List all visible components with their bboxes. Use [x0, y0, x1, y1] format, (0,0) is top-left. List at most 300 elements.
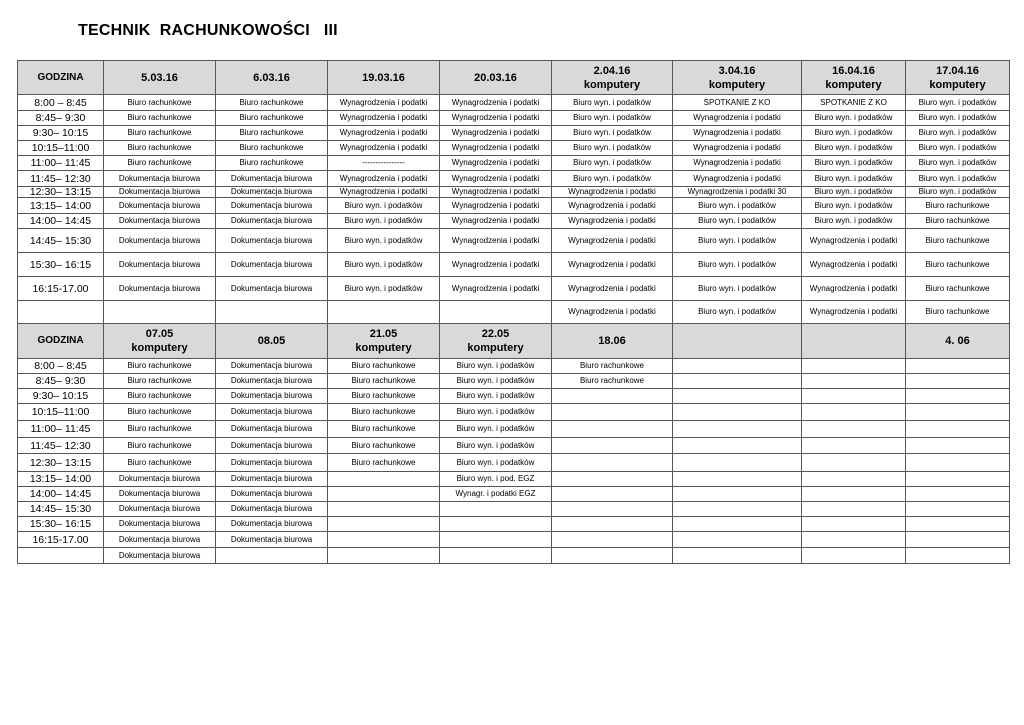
header-label: 2.04.16	[593, 64, 631, 77]
subject-cell	[673, 517, 802, 532]
subject-cell	[802, 502, 906, 517]
subject-cell: Wynagrodzenia i podatki	[440, 187, 552, 198]
subject-cell	[673, 487, 802, 502]
subject-cell	[328, 487, 440, 502]
table-row	[18, 548, 1010, 564]
subject-cell: Biuro wyn. i podatków	[802, 187, 906, 198]
table-row	[18, 421, 1010, 438]
subject-cell: Biuro rachunkowe	[906, 301, 1010, 324]
header-sublabel: komputery	[583, 78, 641, 91]
header-label: GODZINA	[37, 71, 84, 83]
subject-cell: Dokumentacja biurowa	[216, 359, 328, 374]
subject-cell	[673, 502, 802, 517]
subject-cell	[216, 301, 328, 324]
subject-cell	[552, 532, 673, 548]
header-label: 3.04.16	[718, 64, 756, 77]
subject-cell: Wynagrodzenia i podatki	[673, 111, 802, 126]
table-row	[18, 374, 1010, 389]
header-date	[802, 324, 906, 359]
subject-cell: Dokumentacja biurowa	[104, 502, 216, 517]
header-row	[18, 61, 1010, 95]
subject-cell: Biuro wyn. i podatków	[802, 171, 906, 187]
subject-cell: Biuro rachunkowe	[906, 214, 1010, 229]
subject-cell	[673, 404, 802, 421]
subject-cell: Wynagrodzenia i podatki	[673, 141, 802, 156]
subject-cell	[906, 472, 1010, 487]
table-row	[18, 214, 1010, 229]
time-cell: 15:30– 16:15	[18, 253, 104, 277]
subject-cell: Biuro rachunkowe	[104, 141, 216, 156]
header-date	[552, 324, 673, 359]
subject-cell: Biuro wyn. i podatków	[328, 198, 440, 214]
subject-cell	[328, 301, 440, 324]
subject-cell: Biuro wyn. i podatków	[906, 171, 1010, 187]
subject-cell: Dokumentacja biurowa	[104, 532, 216, 548]
subject-cell	[673, 374, 802, 389]
subject-cell: Biuro wyn. i podatków	[906, 95, 1010, 111]
header-date	[104, 61, 216, 95]
subject-cell: Biuro rachunkowe	[104, 404, 216, 421]
subject-cell: Biuro rachunkowe	[104, 389, 216, 404]
subject-cell: Dokumentacja biurowa	[216, 517, 328, 532]
header-label: 20.03.16	[474, 71, 517, 84]
subject-cell: Dokumentacja biurowa	[104, 253, 216, 277]
subject-cell: Wynagrodzenia i podatki	[552, 214, 673, 229]
subject-cell: Biuro rachunkowe	[216, 111, 328, 126]
subject-cell: Biuro wyn. i podatków	[906, 111, 1010, 126]
subject-cell: Dokumentacja biurowa	[216, 438, 328, 454]
header-sublabel: komputery	[929, 78, 986, 91]
subject-cell	[673, 389, 802, 404]
subject-cell	[802, 548, 906, 564]
table-row	[18, 141, 1010, 156]
subject-cell: Wynagrodzenia i podatki	[673, 126, 802, 141]
subject-cell: Dokumentacja biurowa	[104, 472, 216, 487]
subject-cell: Biuro wyn. i podatków	[552, 171, 673, 187]
table-row	[18, 404, 1010, 421]
subject-cell: Wynagrodzenia i podatki 30	[673, 187, 802, 198]
time-cell: 15:30– 16:15	[18, 517, 104, 532]
subject-cell: Biuro rachunkowe	[328, 389, 440, 404]
subject-cell: Biuro wyn. i podatków	[440, 374, 552, 389]
subject-cell: Biuro rachunkowe	[328, 454, 440, 472]
time-cell	[18, 548, 104, 564]
header-godzina	[18, 61, 104, 95]
subject-cell	[328, 548, 440, 564]
subject-cell: Biuro wyn. i podatków	[906, 156, 1010, 171]
table-row	[18, 454, 1010, 472]
subject-cell: Biuro wyn. i podatków	[673, 198, 802, 214]
time-cell: 14:00– 14:45	[18, 487, 104, 502]
subject-cell: Biuro rachunkowe	[328, 438, 440, 454]
header-label: GODZINA	[37, 335, 84, 346]
subject-cell: Dokumentacja biurowa	[216, 502, 328, 517]
subject-cell: Wynagrodzenia i podatki	[328, 187, 440, 198]
subject-cell	[802, 374, 906, 389]
subject-cell	[906, 374, 1010, 389]
header-date	[802, 61, 906, 95]
subject-cell: Biuro wyn. i podatków	[802, 156, 906, 171]
subject-cell: Dokumentacja biurowa	[104, 229, 216, 253]
subject-cell: Biuro rachunkowe	[328, 404, 440, 421]
time-cell: 8:45– 9:30	[18, 374, 104, 389]
subject-cell: Wynagrodzenia i podatki	[440, 198, 552, 214]
time-cell: 9:30– 10:15	[18, 126, 104, 141]
subject-cell: Biuro rachunkowe	[104, 111, 216, 126]
subject-cell	[802, 389, 906, 404]
table-row	[18, 111, 1010, 126]
subject-cell: Biuro wyn. i podatków	[906, 141, 1010, 156]
header-date	[906, 324, 1010, 359]
subject-cell: SPOTKANIE Z KO	[673, 95, 802, 111]
header-label: 17.04.16	[936, 64, 979, 77]
subject-cell	[552, 487, 673, 502]
subject-cell: Biuro rachunkowe	[906, 198, 1010, 214]
time-cell: 8:45– 9:30	[18, 111, 104, 126]
subject-cell: Wynagrodzenia i podatki	[552, 301, 673, 324]
subject-cell: Dokumentacja biurowa	[216, 532, 328, 548]
subject-cell	[440, 502, 552, 517]
subject-cell: Dokumentacja biurowa	[104, 487, 216, 502]
subject-cell	[440, 532, 552, 548]
header-godzina	[18, 324, 104, 359]
time-cell: 13:15– 14:00	[18, 472, 104, 487]
table-row	[18, 171, 1010, 187]
subject-cell: Wynagrodzenia i podatki	[328, 111, 440, 126]
table-row	[18, 389, 1010, 404]
subject-cell: Biuro rachunkowe	[906, 277, 1010, 301]
header-date	[216, 324, 328, 359]
subject-cell: Dokumentacja biurowa	[216, 472, 328, 487]
subject-cell	[906, 438, 1010, 454]
subject-cell: Wynagrodzenia i podatki	[328, 95, 440, 111]
subject-cell: Dokumentacja biurowa	[216, 187, 328, 198]
subject-cell: Biuro wyn. i podatków	[328, 253, 440, 277]
header-date	[906, 61, 1010, 95]
subject-cell	[328, 472, 440, 487]
subject-cell: Biuro wyn. i podatków	[673, 214, 802, 229]
subject-cell: Wynagrodzenia i podatki	[328, 171, 440, 187]
subject-cell: Biuro rachunkowe	[906, 253, 1010, 277]
header-label: 22.05	[481, 328, 510, 340]
subject-cell: Wynagrodzenia i podatki	[440, 171, 552, 187]
subject-cell: Biuro wyn. i pod. EGZ	[440, 472, 552, 487]
subject-cell: Wynagrodzenia i podatki	[802, 277, 906, 301]
subject-cell: Biuro rachunkowe	[104, 126, 216, 141]
subject-cell: Dokumentacja biurowa	[216, 374, 328, 389]
header-sublabel: komputery	[131, 342, 188, 354]
subject-cell: Wynagr. i podatki EGZ	[440, 487, 552, 502]
subject-cell	[802, 359, 906, 374]
subject-cell: Wynagrodzenia i podatki	[328, 126, 440, 141]
subject-cell: Biuro wyn. i podatków	[552, 156, 673, 171]
subject-cell	[216, 548, 328, 564]
subject-cell	[673, 472, 802, 487]
subject-cell: Wynagrodzenia i podatki	[552, 187, 673, 198]
subject-cell	[552, 517, 673, 532]
header-row	[18, 324, 1010, 359]
subject-cell: Dokumentacja biurowa	[216, 389, 328, 404]
schedule-table	[17, 60, 1010, 564]
subject-cell: Wynagrodzenia i podatki	[440, 126, 552, 141]
subject-cell: Wynagrodzenia i podatki	[440, 95, 552, 111]
subject-cell: Biuro wyn. i podatków	[673, 301, 802, 324]
subject-cell: Biuro wyn. i podatków	[673, 229, 802, 253]
table-row	[18, 95, 1010, 111]
subject-cell: Dokumentacja biurowa	[216, 253, 328, 277]
subject-cell	[906, 548, 1010, 564]
subject-cell	[552, 421, 673, 438]
subject-cell: Dokumentacja biurowa	[104, 187, 216, 198]
table-row	[18, 253, 1010, 277]
header-label: 18.06	[598, 335, 626, 347]
header-date	[216, 61, 328, 95]
subject-cell: Biuro wyn. i podatków	[440, 389, 552, 404]
subject-cell: Biuro wyn. i podatków	[552, 95, 673, 111]
subject-cell	[802, 454, 906, 472]
subject-cell	[802, 404, 906, 421]
subject-cell	[906, 532, 1010, 548]
time-cell: 12:30– 13:15	[18, 187, 104, 198]
subject-cell: Dokumentacja biurowa	[104, 171, 216, 187]
subject-cell	[552, 438, 673, 454]
header-sublabel: komputery	[708, 78, 766, 91]
subject-cell	[802, 532, 906, 548]
time-cell: 14:45– 15:30	[18, 229, 104, 253]
subject-cell: Wynagrodzenia i podatki	[673, 156, 802, 171]
subject-cell: Dokumentacja biurowa	[216, 198, 328, 214]
subject-cell: Dokumentacja biurowa	[104, 517, 216, 532]
subject-cell: Wynagrodzenia i podatki	[552, 198, 673, 214]
subject-cell	[673, 548, 802, 564]
header-label: 07.05	[145, 328, 174, 340]
subject-cell: Dokumentacja biurowa	[216, 404, 328, 421]
subject-cell: Dokumentacja biurowa	[216, 487, 328, 502]
subject-cell	[104, 301, 216, 324]
subject-cell: Biuro wyn. i podatków	[802, 111, 906, 126]
subject-cell: ----------------	[328, 156, 440, 171]
subject-cell	[906, 454, 1010, 472]
subject-cell	[328, 532, 440, 548]
subject-cell: Dokumentacja biurowa	[104, 214, 216, 229]
subject-cell: Biuro wyn. i podatków	[552, 126, 673, 141]
subject-cell: Biuro wyn. i podatków	[440, 421, 552, 438]
subject-cell: Wynagrodzenia i podatki	[440, 141, 552, 156]
subject-cell: Biuro wyn. i podatków	[440, 454, 552, 472]
subject-cell: Wynagrodzenia i podatki	[802, 301, 906, 324]
header-date	[552, 61, 673, 95]
subject-cell: Biuro rachunkowe	[552, 359, 673, 374]
table-row	[18, 198, 1010, 214]
subject-cell: Wynagrodzenia i podatki	[440, 277, 552, 301]
table-row	[18, 472, 1010, 487]
subject-cell: Dokumentacja biurowa	[216, 277, 328, 301]
subject-cell: Biuro rachunkowe	[104, 359, 216, 374]
subject-cell: Wynagrodzenia i podatki	[440, 111, 552, 126]
header-label: 6.03.16	[253, 71, 290, 84]
subject-cell: Biuro rachunkowe	[104, 374, 216, 389]
subject-cell: Biuro rachunkowe	[552, 374, 673, 389]
subject-cell	[673, 532, 802, 548]
subject-cell	[906, 421, 1010, 438]
subject-cell	[802, 472, 906, 487]
header-date	[440, 324, 552, 359]
subject-cell: Biuro rachunkowe	[216, 156, 328, 171]
subject-cell: Wynagrodzenia i podatki	[440, 253, 552, 277]
subject-cell	[802, 487, 906, 502]
subject-cell	[328, 502, 440, 517]
subject-cell	[906, 502, 1010, 517]
subject-cell	[906, 487, 1010, 502]
header-label: 19.03.16	[362, 71, 405, 84]
subject-cell: Biuro wyn. i podatków	[802, 198, 906, 214]
time-cell: 11:00– 11:45	[18, 156, 104, 171]
subject-cell: Biuro wyn. i podatków	[673, 277, 802, 301]
subject-cell: Biuro wyn. i podatków	[440, 359, 552, 374]
time-cell: 11:00– 11:45	[18, 421, 104, 438]
subject-cell	[552, 389, 673, 404]
header-sublabel: komputery	[467, 342, 524, 354]
table-row	[18, 126, 1010, 141]
time-cell: 13:15– 14:00	[18, 198, 104, 214]
time-cell: 11:45– 12:30	[18, 171, 104, 187]
subject-cell	[802, 517, 906, 532]
table-row	[18, 156, 1010, 171]
subject-cell: Biuro wyn. i podatków	[328, 214, 440, 229]
subject-cell	[906, 404, 1010, 421]
subject-cell: Biuro wyn. i podatków	[552, 111, 673, 126]
time-cell: 14:45– 15:30	[18, 502, 104, 517]
table-row	[18, 277, 1010, 301]
subject-cell	[673, 454, 802, 472]
subject-cell: Biuro rachunkowe	[216, 95, 328, 111]
table-row	[18, 301, 1010, 324]
header-label: 5.03.16	[141, 71, 178, 84]
subject-cell: Biuro rachunkowe	[328, 374, 440, 389]
subject-cell: Biuro wyn. i podatków	[440, 404, 552, 421]
subject-cell: Wynagrodzenia i podatki	[440, 156, 552, 171]
subject-cell	[906, 389, 1010, 404]
subject-cell: Dokumentacja biurowa	[216, 454, 328, 472]
time-cell: 8:00 – 8:45	[18, 95, 104, 111]
subject-cell	[906, 359, 1010, 374]
subject-cell	[673, 421, 802, 438]
header-label: 4. 06	[945, 335, 970, 347]
header-sublabel: komputery	[355, 342, 412, 354]
header-date	[673, 61, 802, 95]
subject-cell: Dokumentacja biurowa	[104, 548, 216, 564]
table-row	[18, 438, 1010, 454]
subject-cell: Dokumentacja biurowa	[216, 171, 328, 187]
subject-cell: Wynagrodzenia i podatki	[802, 253, 906, 277]
subject-cell: Wynagrodzenia i podatki	[328, 141, 440, 156]
subject-cell: Dokumentacja biurowa	[216, 214, 328, 229]
subject-cell: Biuro wyn. i podatków	[552, 141, 673, 156]
subject-cell: Dokumentacja biurowa	[216, 421, 328, 438]
time-cell: 16:15-17.00	[18, 277, 104, 301]
subject-cell: Biuro wyn. i podatków	[440, 438, 552, 454]
subject-cell: Biuro rachunkowe	[216, 141, 328, 156]
time-cell: 11:45– 12:30	[18, 438, 104, 454]
time-cell: 12:30– 13:15	[18, 454, 104, 472]
subject-cell: Biuro rachunkowe	[328, 359, 440, 374]
header-sublabel: komputery	[825, 78, 882, 91]
subject-cell: Biuro rachunkowe	[104, 421, 216, 438]
table-row	[18, 502, 1010, 517]
subject-cell	[328, 517, 440, 532]
subject-cell: Biuro rachunkowe	[104, 438, 216, 454]
subject-cell	[673, 438, 802, 454]
table-row	[18, 517, 1010, 532]
header-label: 16.04.16	[832, 64, 875, 77]
subject-cell: Biuro wyn. i podatków	[802, 214, 906, 229]
table-row	[18, 359, 1010, 374]
header-date	[328, 324, 440, 359]
subject-cell: Biuro rachunkowe	[104, 95, 216, 111]
subject-cell: Biuro wyn. i podatków	[906, 187, 1010, 198]
time-cell: 14:00– 14:45	[18, 214, 104, 229]
subject-cell	[552, 404, 673, 421]
subject-cell: Biuro wyn. i podatków	[673, 253, 802, 277]
page-title: TECHNIK RACHUNKOWOŚCI III	[78, 22, 338, 39]
header-date	[328, 61, 440, 95]
subject-cell: SPOTKANIE Z KO	[802, 95, 906, 111]
subject-cell	[802, 421, 906, 438]
table-row	[18, 487, 1010, 502]
time-cell: 10:15–11:00	[18, 141, 104, 156]
subject-cell: Biuro wyn. i podatków	[802, 126, 906, 141]
time-cell: 9:30– 10:15	[18, 389, 104, 404]
time-cell: 8:00 – 8:45	[18, 359, 104, 374]
header-label: 08.05	[257, 335, 286, 347]
subject-cell: Dokumentacja biurowa	[104, 277, 216, 301]
subject-cell: Biuro wyn. i podatków	[328, 277, 440, 301]
subject-cell	[552, 502, 673, 517]
subject-cell: Wynagrodzenia i podatki	[552, 253, 673, 277]
subject-cell: Wynagrodzenia i podatki	[673, 171, 802, 187]
subject-cell: Biuro rachunkowe	[104, 156, 216, 171]
header-label: 21.05	[369, 328, 398, 340]
subject-cell: Biuro rachunkowe	[104, 454, 216, 472]
subject-cell	[906, 517, 1010, 532]
header-date	[440, 61, 552, 95]
subject-cell: Dokumentacja biurowa	[216, 229, 328, 253]
subject-cell	[552, 454, 673, 472]
time-cell: 10:15–11:00	[18, 404, 104, 421]
table-row	[18, 532, 1010, 548]
subject-cell	[440, 548, 552, 564]
subject-cell: Dokumentacja biurowa	[104, 198, 216, 214]
subject-cell: Wynagrodzenia i podatki	[802, 229, 906, 253]
time-cell	[18, 301, 104, 324]
table-row	[18, 229, 1010, 253]
subject-cell: Biuro rachunkowe	[328, 421, 440, 438]
time-cell: 16:15-17.00	[18, 532, 104, 548]
subject-cell	[552, 548, 673, 564]
subject-cell	[440, 301, 552, 324]
subject-cell: Wynagrodzenia i podatki	[440, 229, 552, 253]
subject-cell	[673, 359, 802, 374]
subject-cell: Wynagrodzenia i podatki	[552, 277, 673, 301]
subject-cell: Wynagrodzenia i podatki	[440, 214, 552, 229]
header-date	[104, 324, 216, 359]
subject-cell	[552, 472, 673, 487]
subject-cell: Biuro rachunkowe	[216, 126, 328, 141]
table-row	[18, 187, 1010, 198]
subject-cell	[440, 517, 552, 532]
subject-cell: Biuro rachunkowe	[906, 229, 1010, 253]
subject-cell: Biuro wyn. i podatków	[802, 141, 906, 156]
